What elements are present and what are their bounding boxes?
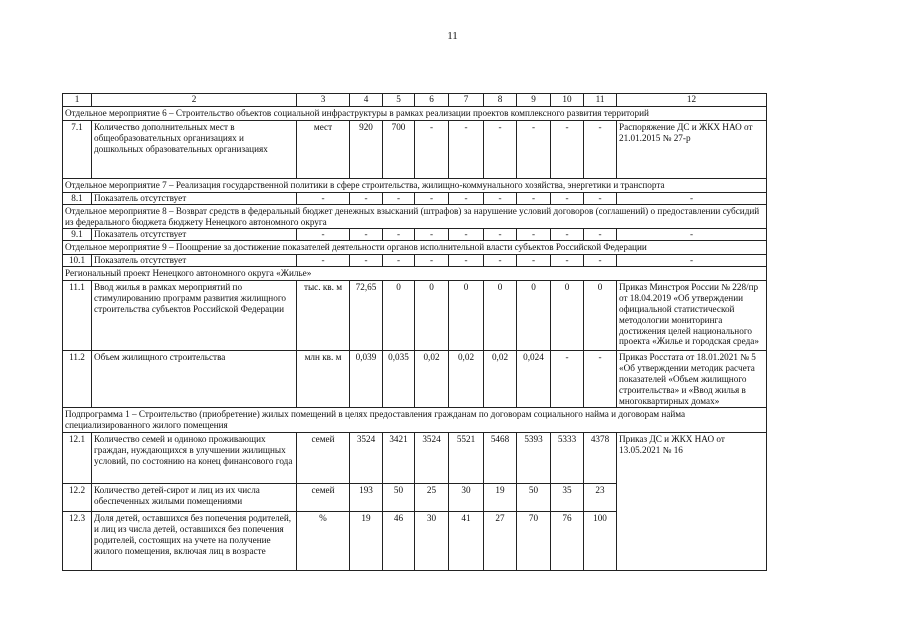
value-cell: 3524 xyxy=(350,433,383,484)
unit-cell: - xyxy=(297,229,350,241)
header-cell: 10 xyxy=(551,94,584,107)
value-cell: - xyxy=(551,192,584,204)
row-code: 9.1 xyxy=(63,229,92,241)
unit-cell: млн кв. м xyxy=(297,351,350,408)
section-title: Отдельное мероприятие 8 – Возврат средств в федеральный бюджет денежных взысканий (штрафов) за нарушение условий договоров (соглашений) о предоставлении субсидий из федерального бюджета бюджету Ненецкого автономного округа xyxy=(63,204,767,229)
row-code: 12.1 xyxy=(63,433,92,484)
value-cell: 5333 xyxy=(551,433,584,484)
row-code: 7.1 xyxy=(63,120,92,178)
value-cell: 0,02 xyxy=(449,351,484,408)
value-cell: 23 xyxy=(584,484,617,512)
value-cell: - xyxy=(415,120,449,178)
value-cell: 19 xyxy=(350,512,383,571)
source-document: - xyxy=(617,192,767,204)
value-cell: 4378 xyxy=(584,433,617,484)
row-code: 10.1 xyxy=(63,255,92,267)
value-cell: - xyxy=(584,192,617,204)
unit-cell: мест xyxy=(297,120,350,178)
source-document: - xyxy=(617,229,767,241)
row-code: 11.2 xyxy=(63,351,92,408)
value-cell: - xyxy=(584,255,617,267)
header-cell: 11 xyxy=(584,94,617,107)
section-row xyxy=(63,267,767,281)
header-cell: 3 xyxy=(297,94,350,107)
value-cell: 5393 xyxy=(517,433,551,484)
value-cell: 0,02 xyxy=(484,351,517,408)
table-row xyxy=(63,433,767,484)
header-cell: 4 xyxy=(350,94,383,107)
value-cell: 0,039 xyxy=(350,351,383,408)
value-cell: - xyxy=(517,192,551,204)
value-cell: - xyxy=(350,192,383,204)
value-cell: 41 xyxy=(449,512,484,571)
section-row xyxy=(63,107,767,121)
row-code: 11.1 xyxy=(63,281,92,351)
indicator-name: Ввод жилья в рамках мероприятий по стимулированию программ развития жилищного строительства субъектов Российской Федерации xyxy=(92,281,297,351)
table-row xyxy=(63,229,767,241)
value-cell: - xyxy=(584,120,617,178)
unit-cell: - xyxy=(297,255,350,267)
header-cell: 7 xyxy=(449,94,484,107)
value-cell: - xyxy=(350,229,383,241)
header-cell: 5 xyxy=(383,94,415,107)
header-cell: 8 xyxy=(484,94,517,107)
indicator-name: Количество детей-сирот и лиц из их числа обеспеченных жилыми помещениями xyxy=(92,484,297,512)
unit-cell: семей xyxy=(297,484,350,512)
value-cell: 920 xyxy=(350,120,383,178)
value-cell: - xyxy=(551,255,584,267)
value-cell: 50 xyxy=(517,484,551,512)
value-cell: - xyxy=(415,229,449,241)
source-document: Приказ Минстроя России № 228/пр от 18.04.2019 «Об утверждении официальной статистической методологии мониторинга достижения целей национального проекта «Жилье и городская среда» xyxy=(617,281,767,351)
value-cell: 70 xyxy=(517,512,551,571)
value-cell: 0,024 xyxy=(517,351,551,408)
unit-cell: тыс. кв. м xyxy=(297,281,350,351)
value-cell: 0 xyxy=(449,281,484,351)
value-cell: 0 xyxy=(551,281,584,351)
unit-cell: % xyxy=(297,512,350,571)
table-row xyxy=(63,192,767,204)
value-cell: 3524 xyxy=(415,433,449,484)
indicator-name: Показатель отсутствует xyxy=(92,255,297,267)
section-row xyxy=(63,408,767,433)
value-cell: 0 xyxy=(415,281,449,351)
value-cell: 700 xyxy=(383,120,415,178)
value-cell: - xyxy=(415,255,449,267)
value-cell: 100 xyxy=(584,512,617,571)
header-cell: 9 xyxy=(517,94,551,107)
value-cell: - xyxy=(584,229,617,241)
value-cell: - xyxy=(484,192,517,204)
value-cell: 30 xyxy=(449,484,484,512)
value-cell: - xyxy=(551,120,584,178)
header-cell: 2 xyxy=(92,94,297,107)
value-cell: - xyxy=(484,120,517,178)
unit-cell: - xyxy=(297,192,350,204)
section-title: Подпрограмма 1 – Строительство (приобретение) жилых помещений в целях предоставления гражданам по договорам социального найма и договорам найма специализированного жилого помещения xyxy=(63,408,767,433)
value-cell: 5521 xyxy=(449,433,484,484)
value-cell: 25 xyxy=(415,484,449,512)
section-title: Отдельное мероприятие 6 – Строительство объектов социальной инфраструктуры в рамках реализации проектов комплексного развития территорий xyxy=(63,107,767,121)
indicator-name: Показатель отсутствует xyxy=(92,192,297,204)
value-cell: 19 xyxy=(484,484,517,512)
indicator-name: Доля детей, оставшихся без попечения родителей, и лиц из числа детей, оставшихся без попечения родителей, состоящих на учете на получение жилого помещения, включая лиц в возрасте xyxy=(92,512,297,571)
value-cell: - xyxy=(449,255,484,267)
value-cell: - xyxy=(383,255,415,267)
value-cell: 30 xyxy=(415,512,449,571)
source-document: Распоряжение ДС и ЖКХ НАО от 21.01.2015 № 27-р xyxy=(617,120,767,178)
value-cell: 76 xyxy=(551,512,584,571)
value-cell: - xyxy=(449,192,484,204)
value-cell: 0 xyxy=(517,281,551,351)
value-cell: - xyxy=(517,120,551,178)
header-cell: 12 xyxy=(617,94,767,107)
table-row xyxy=(63,351,767,408)
value-cell: 46 xyxy=(383,512,415,571)
value-cell: - xyxy=(350,255,383,267)
indicator-name: Показатель отсутствует xyxy=(92,229,297,241)
value-cell: - xyxy=(484,255,517,267)
indicator-name: Количество семей и одиноко проживающих граждан, нуждающихся в улучшении жилищных условий, по состоянию на конец финансового года xyxy=(92,433,297,484)
value-cell: 35 xyxy=(551,484,584,512)
unit-cell: семей xyxy=(297,433,350,484)
row-code: 12.3 xyxy=(63,512,92,571)
value-cell: 72,65 xyxy=(350,281,383,351)
section-row xyxy=(63,204,767,229)
value-cell: - xyxy=(484,229,517,241)
section-row xyxy=(63,241,767,255)
value-cell: - xyxy=(584,351,617,408)
indicator-name: Количество дополнительных мест в общеобразовательных организациях и дошкольных образовательных организациях xyxy=(92,120,297,178)
value-cell: - xyxy=(415,192,449,204)
value-cell: - xyxy=(551,351,584,408)
source-document: Приказ ДС и ЖКХ НАО от 13.05.2021 № 16 xyxy=(617,433,767,571)
source-document: Приказ Росстата от 18.01.2021 № 5 «Об утверждении методик расчета показателей «Объем жилищного строительства» и «Ввод жилья в многоквартирных домах» xyxy=(617,351,767,408)
indicators-table xyxy=(62,93,767,571)
value-cell: - xyxy=(517,255,551,267)
value-cell: 0 xyxy=(383,281,415,351)
indicator-name: Объем жилищного строительства xyxy=(92,351,297,408)
value-cell: 0 xyxy=(484,281,517,351)
value-cell: 5468 xyxy=(484,433,517,484)
value-cell: - xyxy=(449,120,484,178)
table-row xyxy=(63,255,767,267)
section-title: Отдельное мероприятие 7 – Реализация государственной политики в сфере строительства, жилищно-коммунального хозяйства, энергетики и транспорта xyxy=(63,178,767,192)
section-title: Отдельное мероприятие 9 – Поощрение за достижение показателей деятельности органов исполнительной власти субъектов Российской Федерации xyxy=(63,241,767,255)
row-code: 12.2 xyxy=(63,484,92,512)
value-cell: 3421 xyxy=(383,433,415,484)
section-title: Региональный проект Ненецкого автономного округа «Жилье» xyxy=(63,267,767,281)
header-cell: 1 xyxy=(63,94,92,107)
value-cell: 50 xyxy=(383,484,415,512)
table-row xyxy=(63,120,767,178)
value-cell: 0,035 xyxy=(383,351,415,408)
page-number: 11 xyxy=(447,30,458,42)
value-cell: - xyxy=(383,192,415,204)
header-cell: 6 xyxy=(415,94,449,107)
source-document: - xyxy=(617,255,767,267)
value-cell: 0 xyxy=(584,281,617,351)
value-cell: 0,02 xyxy=(415,351,449,408)
table-header-row xyxy=(63,94,767,107)
table-row xyxy=(63,281,767,351)
section-row xyxy=(63,178,767,192)
value-cell: - xyxy=(517,229,551,241)
value-cell: - xyxy=(383,229,415,241)
row-code: 8.1 xyxy=(63,192,92,204)
value-cell: 27 xyxy=(484,512,517,571)
value-cell: - xyxy=(551,229,584,241)
value-cell: 193 xyxy=(350,484,383,512)
value-cell: - xyxy=(449,229,484,241)
